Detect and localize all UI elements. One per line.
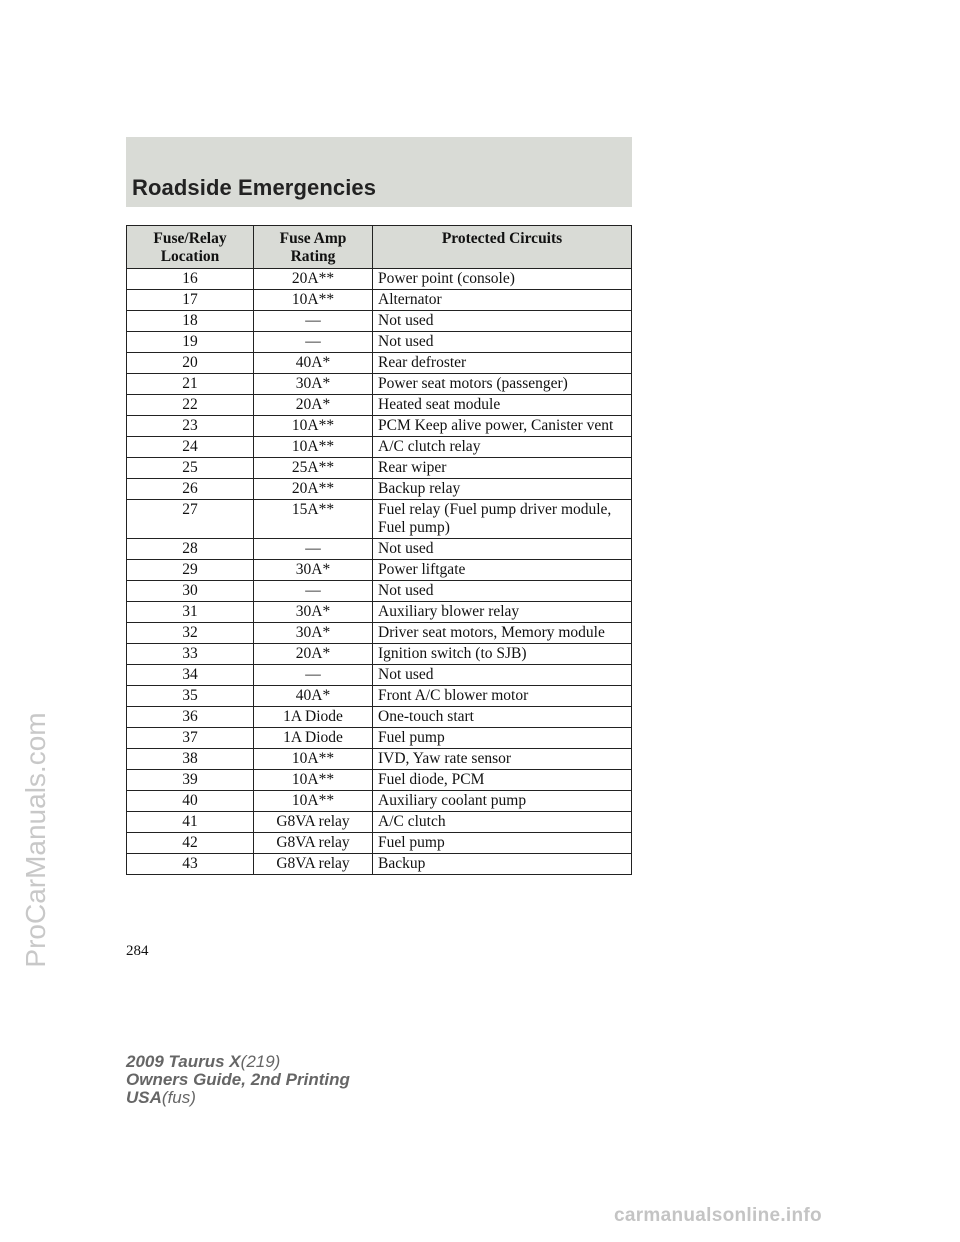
cell-location: 26 [127, 479, 254, 500]
cell-location: 31 [127, 602, 254, 623]
footer-line-3 [126, 1089, 350, 1107]
table-header-row [127, 226, 632, 269]
cell-location: 17 [127, 290, 254, 311]
footer-market: USA [126, 1088, 162, 1107]
cell-location: 29 [127, 560, 254, 581]
table-row [127, 437, 632, 458]
table-row [127, 539, 632, 560]
cell-amp-rating: 30A* [254, 560, 373, 581]
cell-protected-circuits: Power liftgate [373, 560, 632, 581]
table-row [127, 728, 632, 749]
table-row [127, 458, 632, 479]
table-row [127, 623, 632, 644]
cell-location: 39 [127, 770, 254, 791]
cell-protected-circuits: Fuel pump [373, 833, 632, 854]
cell-amp-rating: 1A Diode [254, 707, 373, 728]
cell-protected-circuits: Backup [373, 854, 632, 875]
cell-protected-circuits: Fuel diode, PCM [373, 770, 632, 791]
table-body [127, 269, 632, 875]
cell-location: 28 [127, 539, 254, 560]
footer-line-2: Owners Guide, 2nd Printing [126, 1070, 350, 1089]
table-row [127, 416, 632, 437]
cell-location: 30 [127, 581, 254, 602]
column-header-amp-rating: Fuse Amp Rating [254, 226, 373, 269]
cell-location: 35 [127, 686, 254, 707]
cell-protected-circuits: Rear defroster [373, 353, 632, 374]
table-row [127, 395, 632, 416]
cell-amp-rating: 10A** [254, 290, 373, 311]
section-title: Roadside Emergencies [132, 175, 377, 200]
table-row [127, 665, 632, 686]
cell-protected-circuits: Auxiliary coolant pump [373, 791, 632, 812]
cell-location: 32 [127, 623, 254, 644]
cell-amp-rating: 40A* [254, 353, 373, 374]
cell-amp-rating: 10A** [254, 416, 373, 437]
cell-amp-rating: G8VA relay [254, 833, 373, 854]
cell-amp-rating: 10A** [254, 437, 373, 458]
cell-amp-rating: 1A Diode [254, 728, 373, 749]
cell-protected-circuits: Ignition switch (to SJB) [373, 644, 632, 665]
cell-protected-circuits: Power point (console) [373, 269, 632, 290]
cell-amp-rating: 10A** [254, 749, 373, 770]
cell-location: 19 [127, 332, 254, 353]
column-header-location: Fuse/Relay Location [127, 226, 254, 269]
fuse-table [126, 225, 632, 875]
cell-protected-circuits: Driver seat motors, Memory module [373, 623, 632, 644]
cell-protected-circuits: Fuel pump [373, 728, 632, 749]
footer-model-code: (219) [240, 1052, 281, 1071]
table-row [127, 479, 632, 500]
table-row [127, 707, 632, 728]
cell-amp-rating: G8VA relay [254, 812, 373, 833]
cell-amp-rating: 20A** [254, 269, 373, 290]
footer-line-1 [126, 1053, 350, 1071]
table-row [127, 581, 632, 602]
cell-protected-circuits: IVD, Yaw rate sensor [373, 749, 632, 770]
cell-amp-rating: 30A* [254, 602, 373, 623]
cell-location: 27 [127, 500, 254, 539]
table-row [127, 500, 632, 539]
cell-protected-circuits: Not used [373, 311, 632, 332]
cell-amp-rating: 30A* [254, 374, 373, 395]
cell-amp-rating: 40A* [254, 686, 373, 707]
cell-protected-circuits: A/C clutch relay [373, 437, 632, 458]
table-row [127, 791, 632, 812]
cell-amp-rating: 30A* [254, 623, 373, 644]
side-watermark-text: ProCarManuals.com [20, 712, 51, 968]
table-row [127, 332, 632, 353]
cell-location: 24 [127, 437, 254, 458]
cell-protected-circuits: Rear wiper [373, 458, 632, 479]
cell-protected-circuits: Heated seat module [373, 395, 632, 416]
cell-amp-rating: — [254, 665, 373, 686]
table-row [127, 854, 632, 875]
cell-location: 18 [127, 311, 254, 332]
page-number: 284 [126, 943, 149, 959]
cell-protected-circuits: One-touch start [373, 707, 632, 728]
cell-protected-circuits: Backup relay [373, 479, 632, 500]
cell-location: 20 [127, 353, 254, 374]
cell-amp-rating: — [254, 311, 373, 332]
cell-protected-circuits: Alternator [373, 290, 632, 311]
cell-amp-rating: 25A** [254, 458, 373, 479]
cell-protected-circuits: Not used [373, 332, 632, 353]
cell-protected-circuits: Not used [373, 665, 632, 686]
cell-location: 25 [127, 458, 254, 479]
cell-amp-rating: 10A** [254, 770, 373, 791]
cell-location: 23 [127, 416, 254, 437]
cell-protected-circuits: Not used [373, 539, 632, 560]
cell-location: 34 [127, 665, 254, 686]
footer [126, 1053, 350, 1107]
cell-amp-rating: G8VA relay [254, 854, 373, 875]
table-row [127, 833, 632, 854]
cell-location: 21 [127, 374, 254, 395]
cell-protected-circuits: Fuel relay (Fuel pump driver module, Fuel pump) [373, 500, 632, 539]
cell-amp-rating: — [254, 539, 373, 560]
cell-location: 40 [127, 791, 254, 812]
table-row [127, 770, 632, 791]
cell-protected-circuits: A/C clutch [373, 812, 632, 833]
cell-protected-circuits: Not used [373, 581, 632, 602]
footer-model: 2009 Taurus X [126, 1052, 241, 1071]
table-row [127, 644, 632, 665]
cell-location: 38 [127, 749, 254, 770]
cell-location: 43 [127, 854, 254, 875]
table-row [127, 311, 632, 332]
table-row [127, 749, 632, 770]
cell-location: 41 [127, 812, 254, 833]
cell-amp-rating: 15A** [254, 500, 373, 539]
cell-amp-rating: 20A* [254, 395, 373, 416]
table-row [127, 290, 632, 311]
bottom-watermark: carmanualsonline.info [614, 1205, 822, 1226]
cell-location: 16 [127, 269, 254, 290]
cell-amp-rating: 20A** [254, 479, 373, 500]
cell-amp-rating: — [254, 332, 373, 353]
cell-location: 37 [127, 728, 254, 749]
table-row [127, 602, 632, 623]
cell-location: 33 [127, 644, 254, 665]
cell-amp-rating: 10A** [254, 791, 373, 812]
side-watermark [6, 500, 66, 1180]
cell-location: 42 [127, 833, 254, 854]
cell-protected-circuits: Power seat motors (passenger) [373, 374, 632, 395]
cell-protected-circuits: PCM Keep alive power, Canister vent [373, 416, 632, 437]
table-row [127, 560, 632, 581]
table-row [127, 686, 632, 707]
cell-location: 22 [127, 395, 254, 416]
table-row [127, 353, 632, 374]
table-row [127, 812, 632, 833]
cell-location: 36 [127, 707, 254, 728]
column-header-protected-circuits: Protected Circuits [373, 226, 632, 269]
table-row [127, 269, 632, 290]
footer-market-code: (fus) [161, 1088, 196, 1107]
cell-protected-circuits: Auxiliary blower relay [373, 602, 632, 623]
cell-amp-rating: — [254, 581, 373, 602]
cell-amp-rating: 20A* [254, 644, 373, 665]
cell-protected-circuits: Front A/C blower motor [373, 686, 632, 707]
table-row [127, 374, 632, 395]
